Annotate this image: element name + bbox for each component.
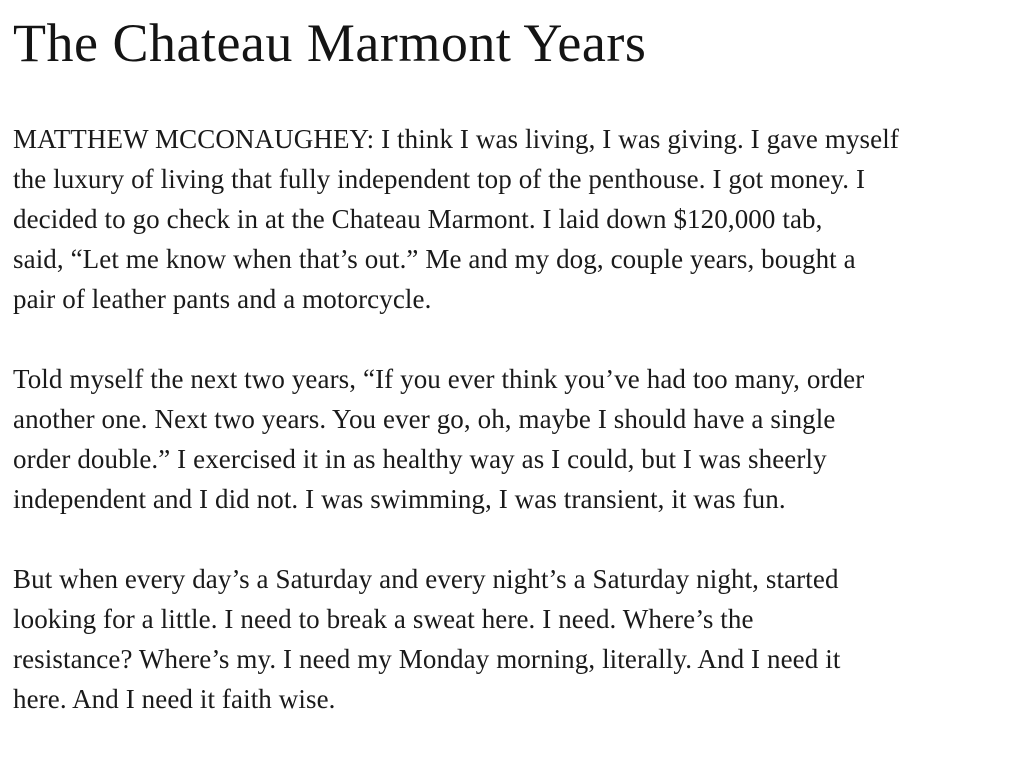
text-line: independent and I did not. I was swimming, I was transient, it was fun. bbox=[13, 484, 786, 514]
paragraph bbox=[13, 119, 1017, 319]
text-line: order double.” I exercised it in as healthy way as I could, but I was sheerly bbox=[13, 444, 827, 474]
paragraph bbox=[13, 359, 1017, 519]
text-line: said, “Let me know when that’s out.” Me and my dog, couple years, bought a bbox=[13, 244, 856, 274]
text-line: the luxury of living that fully independent top of the penthouse. I got money. I bbox=[13, 164, 866, 194]
text-line: decided to go check in at the Chateau Marmont. I laid down $120,000 tab, bbox=[13, 204, 823, 234]
text-line: here. And I need it faith wise. bbox=[13, 684, 336, 714]
article bbox=[0, 13, 1023, 719]
text-line: another one. Next two years. You ever go, oh, maybe I should have a single bbox=[13, 404, 836, 434]
text-line: pair of leather pants and a motorcycle. bbox=[13, 284, 432, 314]
page-title: The Chateau Marmont Years bbox=[13, 13, 647, 73]
text-line: Told myself the next two years, “If you ever think you’ve had too many, order bbox=[13, 364, 865, 394]
text-line: looking for a little. I need to break a sweat here. I need. Where’s the bbox=[13, 604, 754, 634]
text-line: MATTHEW MCCONAUGHEY: I think I was living, I was giving. I gave myself bbox=[13, 124, 899, 154]
text-line: But when every day’s a Saturday and every night’s a Saturday night, started bbox=[13, 564, 839, 594]
text-line: resistance? Where’s my. I need my Monday morning, literally. And I need it bbox=[13, 644, 841, 674]
paragraph bbox=[13, 559, 1017, 719]
